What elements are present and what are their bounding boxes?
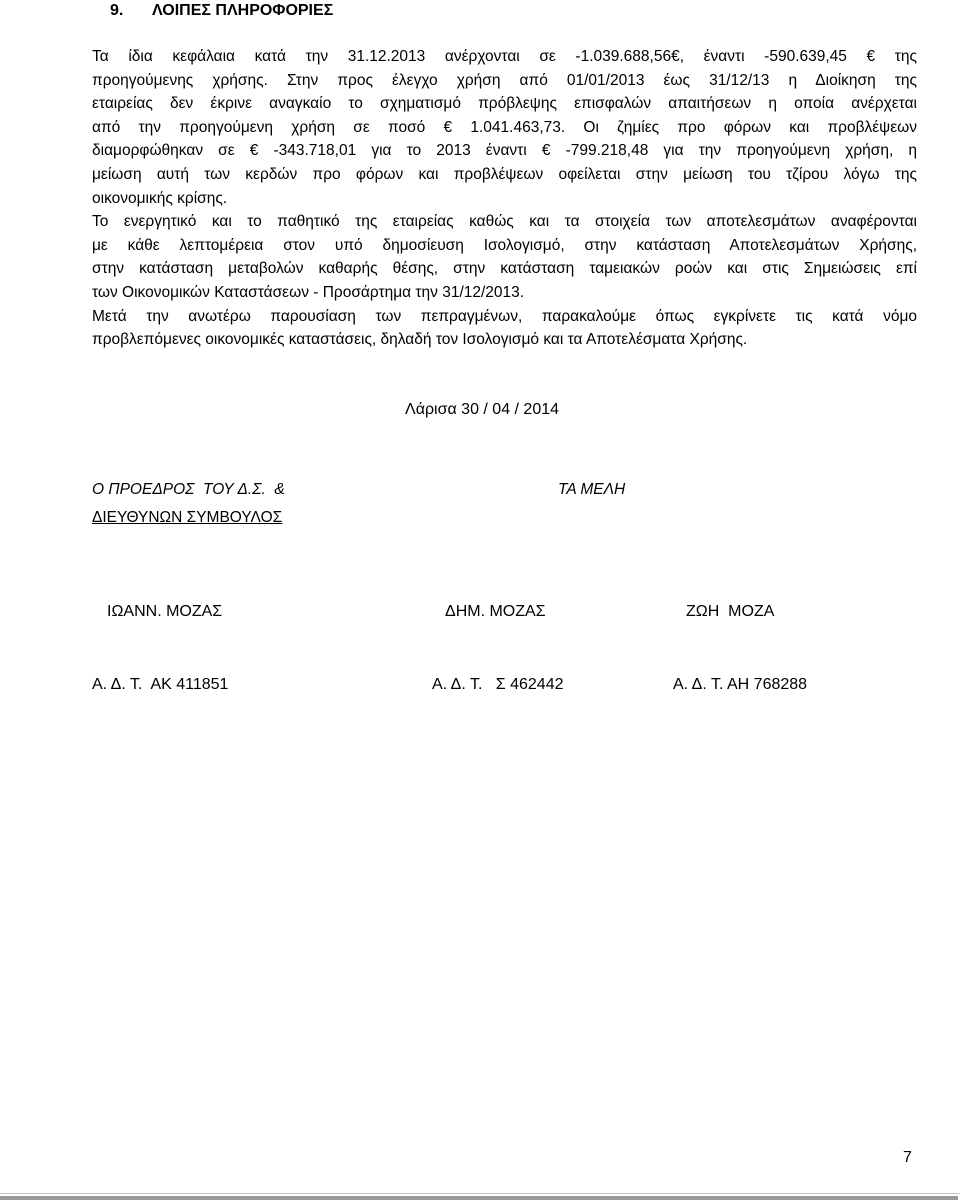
- text-line: από την προηγούμενη χρήση σε ποσό € 1.041.463,73. Οι ζημίες προ φόρων και προβλέψεων: [92, 118, 917, 136]
- text-line: Το ενεργητικό και το παθητικό της εταιρείας καθώς και τα στοιχεία των αποτελεσμάτων αναφέρονται: [92, 213, 917, 231]
- section-heading: [110, 0, 333, 22]
- chairman-title-line2: ΔΙΕΥΘΥΝΩΝ ΣΥΜΒΟΥΛΟΣ: [92, 509, 283, 526]
- paragraph-equity-results: [92, 45, 917, 210]
- text-line: προηγούμενης χρήσης. Στην προς έλεγχο χρήση από 01/01/2013 έως 31/12/13 η Διοίκηση της: [92, 71, 917, 89]
- text-line: Μετά την ανωτέρω παρουσίαση των πεπραγμένων, παρακαλούμε όπως εγκρίνετε τις κατά νόμο: [92, 307, 917, 325]
- signatory-id: Α. Δ. Τ. ΑΚ 411851: [92, 676, 229, 693]
- text-line: Τα ίδια κεφάλαια κατά την 31.12.2013 ανέρχονται σε -1.039.688,56€, έναντι -590.639,45 € της: [92, 48, 917, 65]
- paragraph-financial-statements: [92, 210, 917, 304]
- text-line: μείωση αυτή των κερδών προ φόρων και προβλέψεων οφείλεται στην μείωση του τζίρου λόγω της: [92, 165, 917, 183]
- chairman-title-line1: Ο ΠΡΟΕΔΡΟΣ ΤΟΥ Δ.Σ. &: [92, 481, 285, 498]
- text-line: στην κατάσταση μεταβολών καθαρής θέσης, στην κατάσταση ταμειακών ροών και στις Σημειώσεις επί: [92, 260, 917, 278]
- place-date: Λάρισα 30 / 04 / 2014: [405, 401, 560, 418]
- body-text: [92, 45, 917, 352]
- section-number: 9.: [110, 2, 124, 19]
- page-number: 7: [903, 1149, 912, 1166]
- signatory-name: ΖΩΗ ΜΟΖΑ: [686, 603, 775, 620]
- text-line: οικονομικής κρίσης.: [92, 189, 228, 207]
- section-title: ΛΟΙΠΕΣ ΠΛΗΡΟΦΟΡΙΕΣ: [152, 2, 334, 19]
- text-line: εταιρείας δεν έκρινε αναγκαίο το σχηματισμό πρόβλεψης επισφαλών απαιτήσεων η οποία ανέρχεται: [92, 95, 917, 113]
- signatory-id: Α. Δ. Τ. Σ 462442: [432, 676, 564, 693]
- footer-rule-thin: [0, 1193, 960, 1194]
- members-title: ΤΑ ΜΕΛΗ: [558, 481, 626, 498]
- text-line: προβλεπόμενες οικονομικές καταστάσεις, δηλαδή τον Ισολογισμό και τα Αποτελέσματα Χρήσης.: [92, 331, 748, 349]
- text-line: με κάθε λεπτομέρεια στον υπό δημοσίευση Ισολογισμό, στην κατάσταση Αποτελεσμάτων Χρήσης,: [92, 236, 917, 254]
- signatory-id: Α. Δ. Τ. ΑΗ 768288: [673, 676, 808, 693]
- paragraph-approval-request: [92, 305, 917, 352]
- signatory-name: ΔΗΜ. ΜΟΖΑΣ: [445, 603, 546, 620]
- text-line: διαμορφώθηκαν σε € -343.718,01 για το 2013 έναντι € -799.218,48 για την προηγούμενη χρήση, η: [92, 142, 917, 160]
- text-line: των Οικονομικών Καταστάσεων - Προσάρτημα την 31/12/2013.: [92, 283, 525, 301]
- signatory-name: ΙΩΑΝΝ. ΜΟΖΑΣ: [107, 603, 223, 620]
- footer-rule-thick: [0, 1196, 958, 1200]
